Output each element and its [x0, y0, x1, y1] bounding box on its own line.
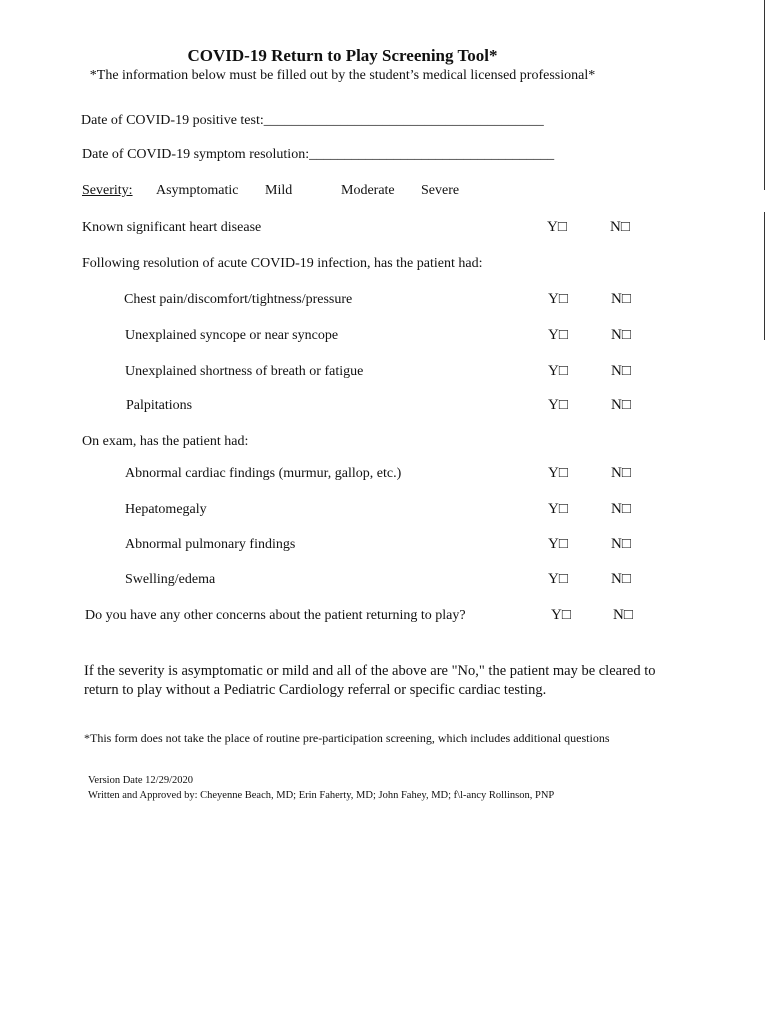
symptom-resolution-line[interactable]: ___________________________________: [309, 147, 555, 162]
no-checkbox[interactable]: N□: [611, 536, 631, 552]
version-date: Version Date 12/29/2020: [88, 775, 193, 786]
positive-test-line[interactable]: ________________________________________: [263, 113, 544, 128]
yes-checkbox[interactable]: Y□: [548, 291, 568, 307]
authors-line: Written and Approved by: Cheyenne Beach, MD; Erin Faherty, MD; John Fahey, MD; f\l-ancy Rollinson, PNP: [88, 790, 555, 801]
clearance-paragraph: If the severity is asymptomatic or mild and all of the above are "No," the patient may be cleared to return to play without a Pediatric Cardiology referral or specific cardiac testing.: [84, 663, 656, 698]
scan-edge-line: [764, 0, 765, 190]
yes-checkbox[interactable]: Y□: [548, 536, 568, 552]
question-palpitations: Palpitations: [126, 398, 193, 413]
no-checkbox[interactable]: N□: [611, 327, 631, 343]
symptom-resolution-field[interactable]: [82, 147, 554, 163]
severity-option-moderate[interactable]: Moderate: [341, 183, 395, 198]
form-subtitle: *The information below must be filled out by the student’s medical licensed professional*: [89, 68, 596, 83]
no-checkbox[interactable]: N□: [611, 397, 631, 413]
form-title: COVID-19 Return to Play Screening Tool*: [187, 46, 498, 65]
question-other-concerns: Do you have any other concerns about the patient returning to play?: [85, 608, 466, 623]
positive-test-field[interactable]: [81, 113, 544, 129]
severity-option-severe[interactable]: Severe: [421, 183, 460, 198]
no-checkbox[interactable]: N□: [611, 571, 631, 587]
yes-checkbox[interactable]: Y□: [548, 363, 568, 379]
yes-checkbox[interactable]: Y□: [548, 465, 568, 481]
question-syncope: Unexplained syncope or near syncope: [125, 328, 339, 343]
severity-option-asymptomatic[interactable]: Asymptomatic: [156, 183, 239, 198]
yes-checkbox[interactable]: Y□: [548, 397, 568, 413]
question-hepatomegaly: Hepatomegaly: [125, 502, 207, 517]
exam-heading: On exam, has the patient had:: [82, 434, 249, 449]
severity-option-mild[interactable]: Mild: [265, 183, 293, 198]
symptom-resolution-label: Date of COVID-19 symptom resolution:: [82, 147, 310, 162]
yes-checkbox[interactable]: Y□: [548, 327, 568, 343]
no-checkbox[interactable]: N□: [610, 219, 630, 235]
positive-test-label: Date of COVID-19 positive test:: [81, 113, 264, 128]
yes-checkbox[interactable]: Y□: [551, 607, 571, 623]
yes-checkbox[interactable]: Y□: [548, 571, 568, 587]
question-swelling: Swelling/edema: [125, 572, 216, 587]
question-cardiac-findings: Abnormal cardiac findings (murmur, gallop, etc.): [125, 466, 402, 481]
question-chest-pain: Chest pain/discomfort/tightness/pressure: [124, 292, 353, 307]
no-checkbox[interactable]: N□: [611, 291, 631, 307]
question-shortness-of-breath: Unexplained shortness of breath or fatigue: [125, 364, 364, 379]
no-checkbox[interactable]: N□: [613, 607, 633, 623]
yes-checkbox[interactable]: Y□: [548, 501, 568, 517]
no-checkbox[interactable]: N□: [611, 465, 631, 481]
no-checkbox[interactable]: N□: [611, 501, 631, 517]
severity-label: Severity:: [82, 183, 133, 198]
following-heading: Following resolution of acute COVID-19 infection, has the patient had:: [82, 256, 483, 271]
footnote: *This form does not take the place of routine pre-participation screening, which includes additional questions: [84, 731, 610, 745]
question-pulmonary-findings: Abnormal pulmonary findings: [125, 537, 296, 552]
question-heart-disease: Known significant heart disease: [82, 220, 262, 235]
no-checkbox[interactable]: N□: [611, 363, 631, 379]
scan-edge-line: [764, 212, 765, 340]
yes-checkbox[interactable]: Y□: [547, 219, 567, 235]
